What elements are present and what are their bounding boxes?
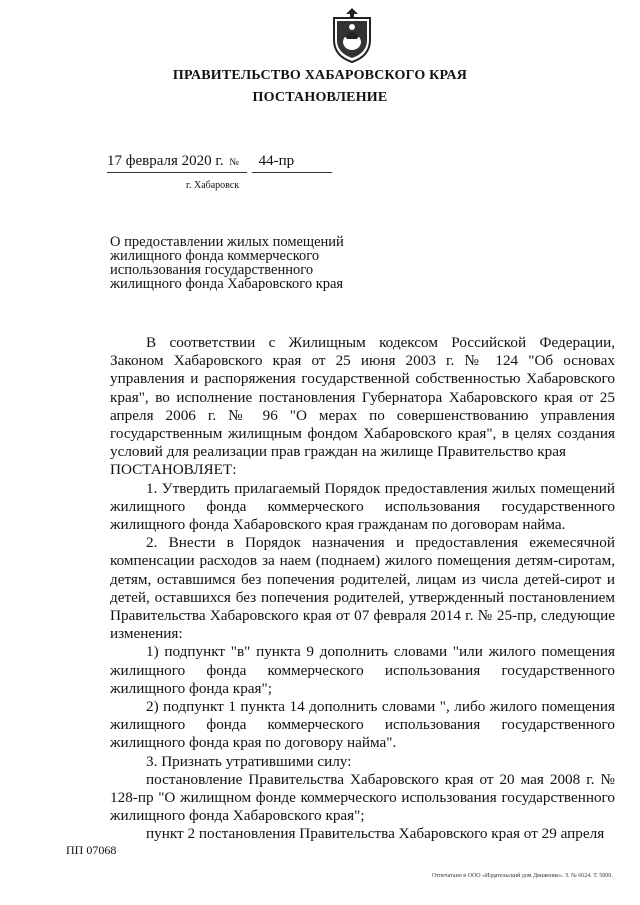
paragraph: пункт 2 постановления Правительства Хабаровского края от 29 апреля: [146, 825, 605, 843]
paragraph: 2) подпункт 1 пункта 14 дополнить словами ", либо жилого помещения жилищного фонда коммерческого использования государственного жилищного фонда края по договору найма".: [110, 698, 615, 752]
coat-of-arms-icon: [330, 6, 374, 64]
paragraph: постановление Правительства Хабаровского края от 20 мая 2008 г. № 128-пр "О жилищном фонде коммерческого использования государственного жилищного фонда Хабаровского края";: [110, 770, 615, 825]
document-number: 44-пр: [258, 153, 295, 169]
number-underline: [252, 172, 332, 173]
document-code: ПП 07068: [66, 843, 117, 857]
document-body: [110, 334, 615, 844]
paragraph: 1) подпункт "в" пункта 9 дополнить словами "или жилого помещения жилищного фонда коммерческого использования государственного жилищного фонда края";: [110, 643, 615, 697]
document-title: О предоставлении жилых помещений жилищного фонда коммерческого использования государственного жилищного фонда Хабаровского края: [110, 234, 344, 292]
number-sign: №: [229, 157, 239, 168]
paragraph: 3. Признать утратившими силу:: [146, 752, 352, 770]
printer-note: Отпечатано в ООО «Издательский дом Движение». З. № 6624. Т. 5000.: [432, 873, 613, 879]
document-date: 17 февраля 2020 г.: [107, 153, 224, 169]
date-underline: [107, 172, 247, 173]
government-name: ПРАВИТЕЛЬСТВО ХАБАРОВСКОГО КРАЯ: [172, 68, 468, 83]
document-date-line: [107, 153, 294, 170]
document-type: ПОСТАНОВЛЕНИЕ: [252, 90, 388, 105]
document-city: г. Хабаровск: [186, 180, 240, 191]
paragraph: В соответствии с Жилищным кодексом Российской Федерации, Законом Хабаровского края от 25 июня 2003 г. № 124 "Об основах управления и распоряжения государственной собственностью Хабаровского края", во исполнение постановления Губернатора Хабаровского края от 25 апреля 2006 г. № 96 "О мерах по совершенствованию управления государственным жилищным фондом Хабаровского края", в целях создания условий для реализации прав граждан на жилище Правительство края: [110, 334, 615, 461]
paragraph: 1. Утвердить прилагаемый Порядок предоставления жилых помещений жилищного фонда коммерческого использования государственного жилищного фонда Хабаровского края гражданам по договорам найма.: [110, 479, 615, 534]
decree-word: ПОСТАНОВЛЯЕТ:: [110, 461, 237, 479]
paragraph: 2. Внести в Порядок назначения и предоставления ежемесячной компенсации расходов за наем (поднаем) жилого помещения детям-сиротам, детям, оставшимся без попечения родителей, лицам из числа детей-сирот и детей, оставшихся без попечения родителей, утвержденный постановлением Правительства Хабаровского края от 07 февраля 2014 г. № 25-пр, следующие изменения:: [110, 534, 615, 643]
